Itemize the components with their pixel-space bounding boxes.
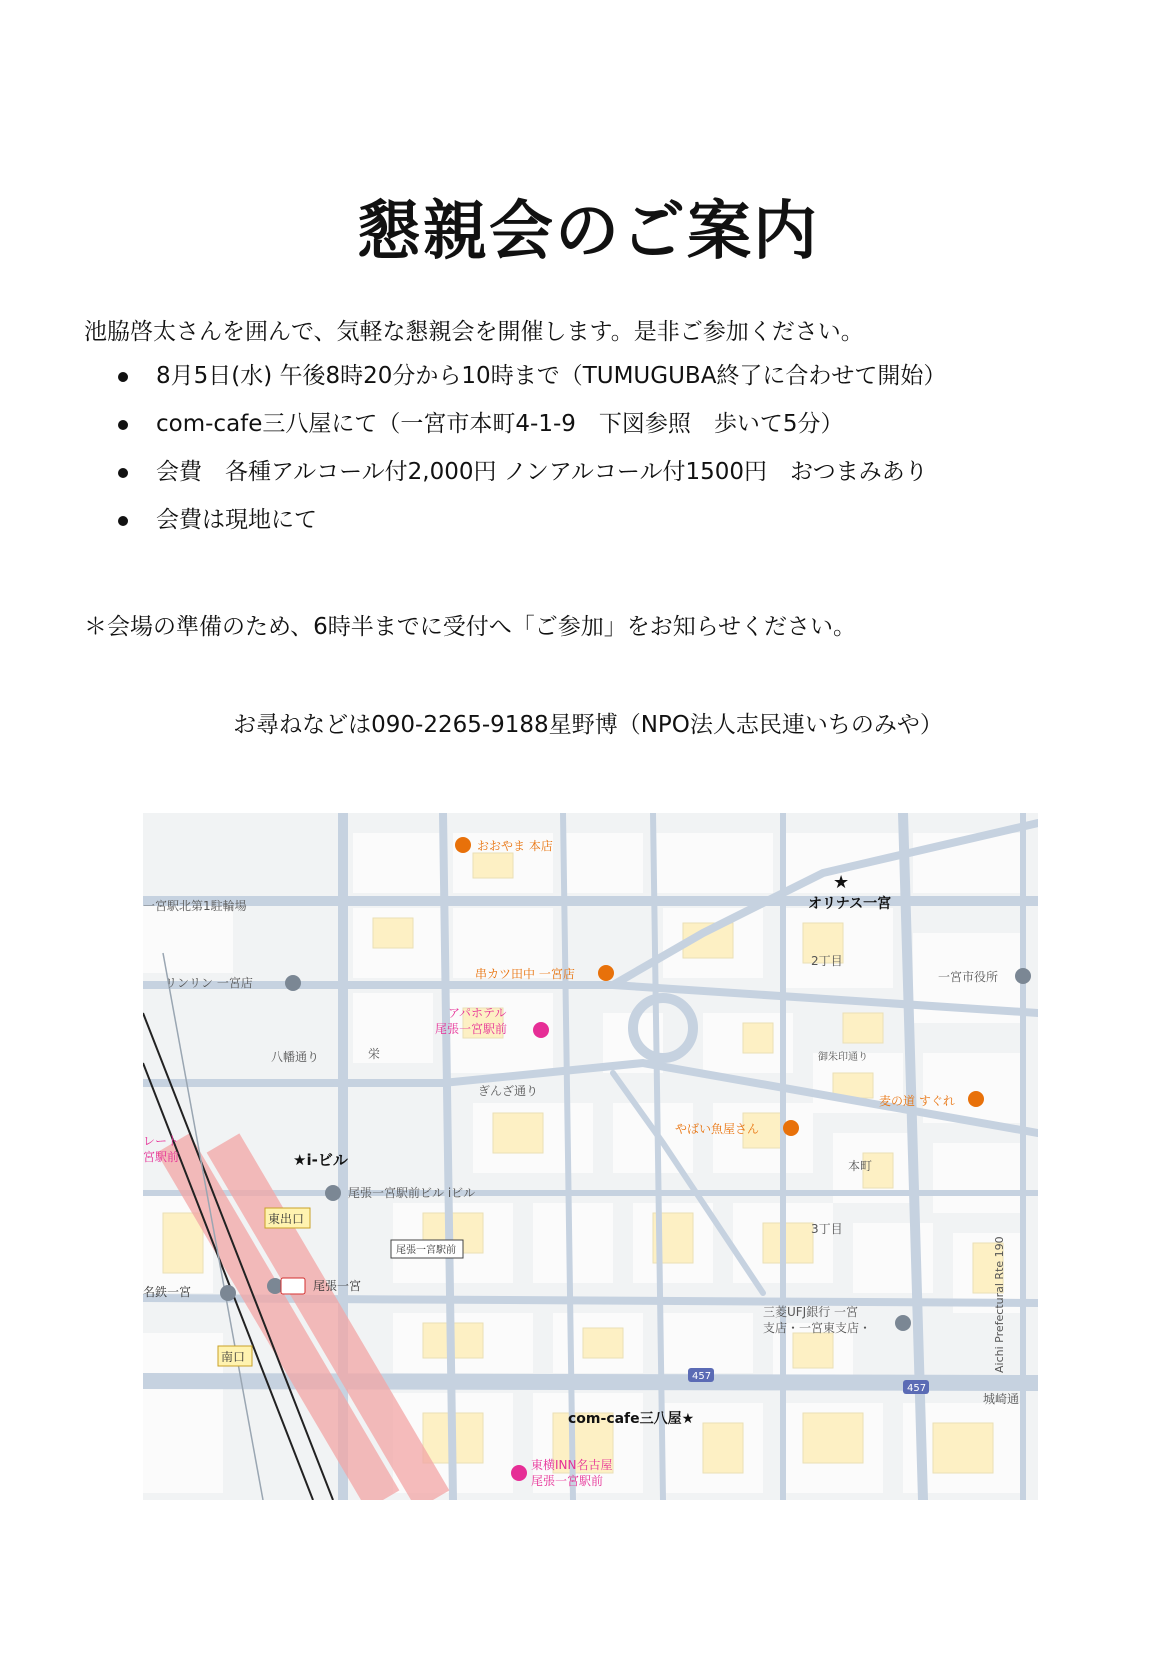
detail-payment: 会費は現地にて	[156, 507, 317, 533]
label-mufg-1: 三菱UFJ銀行 一宮	[763, 1305, 859, 1319]
contact-info: お尋ねなどは090-2265-9188星野博（NPO法人志民連いちのみや）	[233, 712, 943, 738]
label-meitetsu: 名鉄一宮	[143, 1285, 192, 1299]
label-sakae: 栄	[368, 1047, 381, 1061]
train-icon	[220, 1285, 236, 1301]
label-apa-2: 尾張一宮駅前	[435, 1022, 508, 1036]
label-orinasu: オリナス一宮	[808, 896, 892, 912]
label-left-partial-2: 宮駅前	[143, 1150, 180, 1164]
restaurant-icon	[455, 837, 471, 853]
bank-icon	[895, 1315, 911, 1331]
label-jr-station: 尾張一宮	[313, 1279, 362, 1293]
label-route-457b: 457	[907, 1383, 927, 1394]
label-south-exit: 南口	[221, 1350, 246, 1364]
detail-datetime: 8月5日(水) 午後8時20分から10時まで（TUMUGUBA終了に合わせて開始）	[156, 363, 947, 389]
label-route-457a: 457	[692, 1371, 712, 1382]
label-oyama: おおやま 本店	[477, 839, 553, 853]
hotel-icon	[511, 1465, 527, 1481]
label-owari-box: 尾張一宮駅前	[396, 1245, 456, 1256]
restaurant-icon	[968, 1091, 984, 1107]
label-aichi-rte: Aichi Prefectural Rte 190	[993, 1236, 1006, 1373]
label-left-partial-1: レート	[143, 1134, 180, 1148]
label-toyoko-2: 尾張一宮駅前	[531, 1474, 604, 1488]
label-ichinomiya-north: 一宮駅北第1駐輪場	[143, 899, 247, 913]
hotel-icon	[533, 1022, 549, 1038]
restaurant-icon	[783, 1120, 799, 1136]
label-higashi-exit: 東出口	[268, 1212, 305, 1226]
label-toyoko-1: 東横INN名古屋	[531, 1458, 613, 1472]
detail-fee: 会費 各種アルコール付2,000円 ノンアルコール付1500円 おつまみあり	[156, 459, 928, 485]
intro-text: 池脇啓太さんを囲んで、気軽な懇親会を開催します。是非ご参加ください。	[84, 319, 864, 345]
area-map[interactable]	[143, 813, 1038, 1500]
bullet-icon	[118, 516, 128, 526]
list-item	[118, 408, 946, 456]
bullet-icon	[118, 420, 128, 430]
label-chome3: 3丁目	[811, 1222, 843, 1236]
label-hachiman: 八幡通り	[271, 1050, 320, 1064]
label-yabai: やばい魚屋さん	[675, 1122, 760, 1136]
label-kushikatsu: 串カツ田中 一宮店	[475, 967, 575, 981]
label-shirosaki: 城崎通	[983, 1392, 1020, 1406]
event-details-list	[118, 360, 946, 552]
label-ginza: ぎんざ通り	[478, 1084, 539, 1098]
shop-icon	[285, 975, 301, 991]
label-comcafe: com-cafe三八屋★	[568, 1411, 695, 1427]
label-mufg-2: 支店・一宮東支店・	[763, 1321, 872, 1335]
label-ibiru: 尾張一宮駅前ビル iビル	[348, 1186, 476, 1200]
bullet-icon	[118, 372, 128, 382]
label-city-hall: 一宮市役所	[938, 970, 999, 984]
label-ibiru-star: ★i-ビル	[293, 1151, 348, 1169]
label-goshuin: 御朱印通り	[818, 1052, 868, 1063]
list-item	[118, 360, 946, 408]
label-chome2: 2丁目	[811, 954, 843, 968]
bullet-icon	[118, 468, 128, 478]
label-apa-1: アパホテル	[448, 1006, 507, 1020]
restaurant-icon	[598, 965, 614, 981]
label-honmachi: 本町	[848, 1159, 873, 1173]
page-title: 懇親会のご案内	[357, 195, 819, 269]
city-hall-icon	[1015, 968, 1031, 984]
label-orinasu-star: ★	[833, 872, 850, 893]
registration-note: ＊会場の準備のため、6時半までに受付へ「ご参加」をお知らせください。	[84, 614, 857, 640]
label-mugi: 麦の道 すぐれ	[879, 1094, 955, 1108]
label-rinrin: リンリン 一宮店	[165, 976, 253, 990]
detail-venue: com-cafe三八屋にて（一宮市本町4-1-9 下図参照 歩いて5分）	[156, 411, 844, 437]
list-item	[118, 456, 946, 504]
building-icon	[325, 1185, 341, 1201]
list-item	[118, 504, 946, 552]
